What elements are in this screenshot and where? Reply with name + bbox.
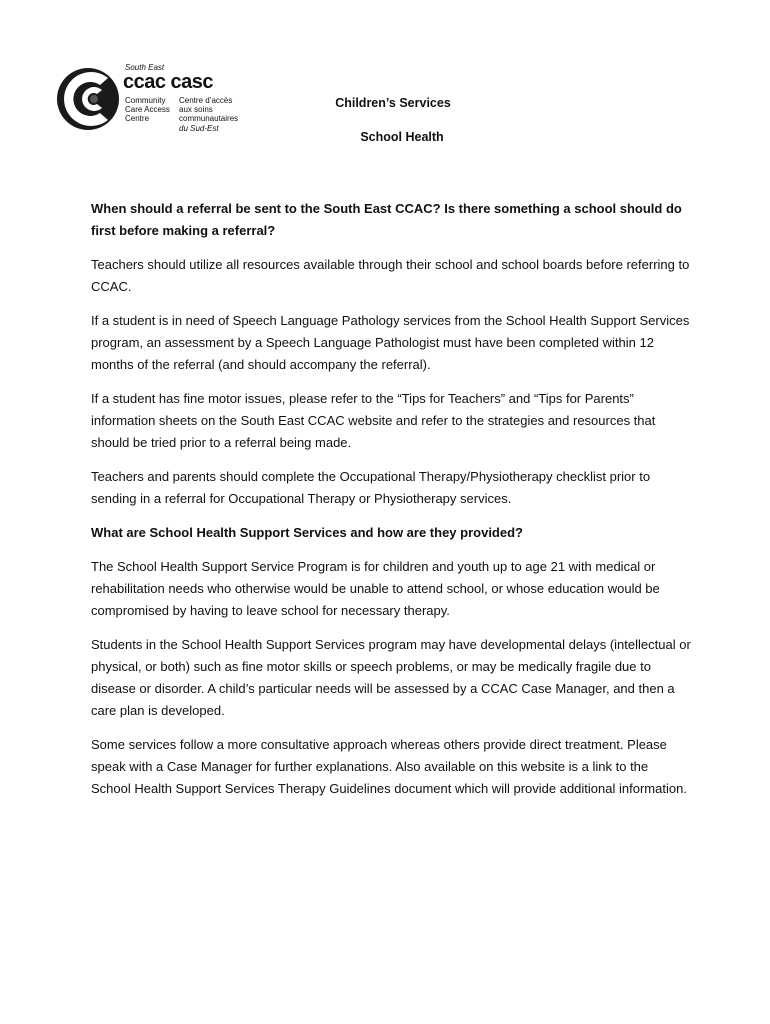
- logo-english-line: Community: [125, 96, 166, 105]
- page-subtitle: [0, 130, 770, 144]
- logo-french-line: communautaires: [179, 114, 239, 123]
- logo-english-line: Centre: [125, 114, 150, 123]
- logo-name: ccac casc: [123, 71, 214, 93]
- logo-french-line: Centre d’accès: [179, 96, 233, 105]
- body-paragraph: If a student is in need of Speech Language Pathology services from the School Health Support Services program, an assessment by a Speech Language Pathologist must have been completed within 12 months of the referral (and should accompany the referral).: [91, 313, 690, 372]
- body-paragraph: The School Health Support Service Program is for children and youth up to age 21 with medical or rehabilitation needs who otherwise would be unable to attend school, or whose education would be compromised by having to leave school for necessary therapy.: [91, 559, 660, 618]
- section-question: What are School Health Support Services and how are they provided?: [91, 525, 523, 540]
- logo-french-line: aux soins: [179, 105, 213, 114]
- body-paragraph: Teachers should utilize all resources available through their school and school boards before referring to CCAC.: [91, 257, 690, 294]
- section-question: When should a referral be sent to the South East CCAC? Is there something a school should do first before making a referral?: [91, 201, 682, 238]
- page-subtitle-text: School Health: [360, 130, 444, 144]
- document-body: [91, 198, 691, 812]
- logo-region: South East: [125, 63, 165, 72]
- page-title-text: Children’s Services: [335, 96, 451, 110]
- body-paragraph: Teachers and parents should complete the Occupational Therapy/Physiotherapy checklist prior to sending in a referral for Occupational Therapy or Physiotherapy services.: [91, 469, 651, 506]
- logo-english-line: Care Access: [125, 105, 170, 114]
- body-paragraph: Some services follow a more consultative approach whereas others provide direct treatment. Please speak with a Case Manager for further explanations. Also available on this website is a link to the School Health Support Services Therapy Guidelines document which will provide additional information.: [91, 737, 687, 796]
- body-paragraph: If a student has fine motor issues, please refer to the “Tips for Teachers” and “Tips for Parents” information sheets on the South East CCAC website and refer to the strategies and resources that should be tried prior to a referral being made.: [91, 391, 656, 450]
- logo-french-region: du Sud-Est: [179, 124, 219, 133]
- body-paragraph: Students in the School Health Support Services program may have developmental delays (intellectual or physical, or both) such as fine motor skills or speech problems, or may be medically fragile due to disease or disorder. A child’s particular needs will be assessed by a CCAC Case Manager, and then a care plan is developed.: [91, 637, 691, 718]
- page-title: [0, 96, 770, 110]
